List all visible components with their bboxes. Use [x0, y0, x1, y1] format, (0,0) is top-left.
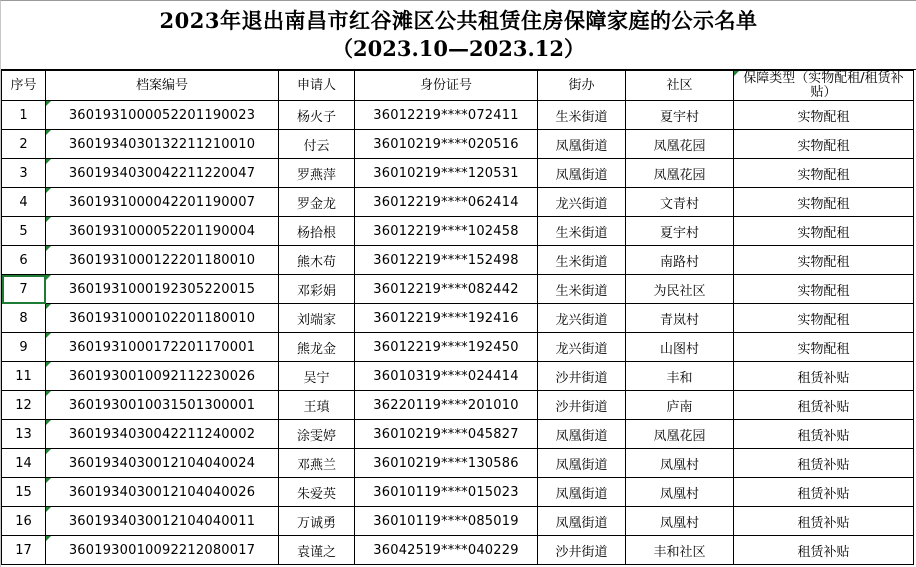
- table-row: [2, 333, 914, 362]
- cell-file-number[interactable]: 3601934030132211210010: [46, 130, 279, 159]
- header-row: [2, 71, 914, 101]
- cell-index[interactable]: 8: [2, 304, 46, 333]
- cell-support-type[interactable]: 实物配租: [734, 159, 914, 188]
- cell-applicant[interactable]: 邓彩娟: [279, 275, 355, 304]
- table-row: [2, 188, 914, 217]
- cell-community[interactable]: 南路村: [626, 246, 734, 275]
- cell-applicant[interactable]: 朱爱英: [279, 478, 355, 507]
- cell-support-type[interactable]: 实物配租: [734, 246, 914, 275]
- cell-id-number[interactable]: 36010119****085019: [355, 507, 538, 536]
- cell-index[interactable]: 7: [2, 275, 46, 304]
- cell-subdistrict[interactable]: 龙兴街道: [538, 188, 626, 217]
- table-row: [2, 217, 914, 246]
- cell-support-type[interactable]: 实物配租: [734, 101, 914, 130]
- cell-applicant[interactable]: 涂雯婷: [279, 420, 355, 449]
- cell-subdistrict[interactable]: 生米街道: [538, 246, 626, 275]
- cell-community[interactable]: 凤凰花园: [626, 159, 734, 188]
- table-row: [2, 507, 914, 536]
- cell-index[interactable]: 2: [2, 130, 46, 159]
- cell-subdistrict[interactable]: 沙井街道: [538, 391, 626, 420]
- cell-file-number[interactable]: 3601934030012104040011: [46, 507, 279, 536]
- cell-community[interactable]: 丰和: [626, 362, 734, 391]
- cell-community[interactable]: 文青村: [626, 188, 734, 217]
- cell-applicant[interactable]: 付云: [279, 130, 355, 159]
- header-cell-id-number[interactable]: 身份证号: [355, 71, 538, 101]
- cell-support-type[interactable]: 实物配租: [734, 275, 914, 304]
- cell-community[interactable]: 夏宇村: [626, 217, 734, 246]
- header-cell-applicant[interactable]: 申请人: [279, 71, 355, 101]
- cell-applicant[interactable]: 杨火子: [279, 101, 355, 130]
- table-row: [2, 536, 914, 565]
- cell-file-number[interactable]: 3601934030042211220047: [46, 159, 279, 188]
- cell-applicant[interactable]: 王瑱: [279, 391, 355, 420]
- cell-index[interactable]: 3: [2, 159, 46, 188]
- cell-index[interactable]: 1: [2, 101, 46, 130]
- cell-index[interactable]: 17: [2, 536, 46, 565]
- cell-applicant[interactable]: 杨拾根: [279, 217, 355, 246]
- cell-file-number[interactable]: 3601931000052201190004: [46, 217, 279, 246]
- cell-index[interactable]: 11: [2, 362, 46, 391]
- cell-file-number[interactable]: 3601931000172201170001: [46, 333, 279, 362]
- cell-index[interactable]: 12: [2, 391, 46, 420]
- table-row: [2, 159, 914, 188]
- cell-applicant[interactable]: 刘端家: [279, 304, 355, 333]
- cell-index[interactable]: 14: [2, 449, 46, 478]
- cell-id-number[interactable]: 36010219****020516: [355, 130, 538, 159]
- cell-index[interactable]: 5: [2, 217, 46, 246]
- cell-subdistrict[interactable]: 生米街道: [538, 101, 626, 130]
- cell-file-number[interactable]: 3601931000102201180010: [46, 304, 279, 333]
- cell-applicant[interactable]: 熊龙金: [279, 333, 355, 362]
- cell-index[interactable]: 16: [2, 507, 46, 536]
- cell-id-number[interactable]: 36012219****152498: [355, 246, 538, 275]
- header-cell-subdistrict[interactable]: 街办: [538, 71, 626, 101]
- table-row: [2, 449, 914, 478]
- document-period: （2023.10—2023.12）: [332, 36, 585, 61]
- cell-support-type[interactable]: 租赁补贴: [734, 507, 914, 536]
- header-cell-community[interactable]: 社区: [626, 71, 734, 101]
- cell-index[interactable]: 13: [2, 420, 46, 449]
- cell-subdistrict[interactable]: 生米街道: [538, 275, 626, 304]
- cell-community[interactable]: 为民社区: [626, 275, 734, 304]
- cell-subdistrict[interactable]: 凤凰街道: [538, 449, 626, 478]
- roster-table: [1, 70, 914, 565]
- cell-support-type[interactable]: 租赁补贴: [734, 478, 914, 507]
- cell-community[interactable]: 丰和社区: [626, 536, 734, 565]
- header-cell-file-number[interactable]: 档案编号: [46, 71, 279, 101]
- cell-community[interactable]: 凤凰花园: [626, 130, 734, 159]
- cell-support-type[interactable]: 租赁补贴: [734, 362, 914, 391]
- cell-subdistrict[interactable]: 凤凰街道: [538, 130, 626, 159]
- cell-file-number[interactable]: 3601930010092112230026: [46, 362, 279, 391]
- table-row: [2, 130, 914, 159]
- cell-applicant[interactable]: 罗燕萍: [279, 159, 355, 188]
- cell-subdistrict[interactable]: 龙兴街道: [538, 304, 626, 333]
- cell-file-number[interactable]: 3601934030012104040024: [46, 449, 279, 478]
- table-row: [2, 391, 914, 420]
- cell-file-number[interactable]: 3601930010031501300001: [46, 391, 279, 420]
- cell-applicant[interactable]: 罗金龙: [279, 188, 355, 217]
- cell-subdistrict[interactable]: 沙井街道: [538, 536, 626, 565]
- cell-id-number[interactable]: 36010219****120531: [355, 159, 538, 188]
- cell-community[interactable]: 凤凰村: [626, 449, 734, 478]
- cell-index[interactable]: 15: [2, 478, 46, 507]
- table-row: [2, 362, 914, 391]
- cell-file-number[interactable]: 3601930010092212080017: [46, 536, 279, 565]
- cell-file-number[interactable]: 3601931000122201180010: [46, 246, 279, 275]
- cell-index[interactable]: 4: [2, 188, 46, 217]
- cell-community[interactable]: 青岚村: [626, 304, 734, 333]
- cell-support-type[interactable]: 实物配租: [734, 304, 914, 333]
- header-cell-index[interactable]: 序号: [2, 71, 46, 101]
- cell-id-number[interactable]: 36010219****045827: [355, 420, 538, 449]
- cell-community[interactable]: 凤凰花园: [626, 420, 734, 449]
- cell-applicant[interactable]: 袁谨之: [279, 536, 355, 565]
- cell-subdistrict[interactable]: 沙井街道: [538, 362, 626, 391]
- cell-subdistrict[interactable]: 凤凰街道: [538, 159, 626, 188]
- cell-subdistrict[interactable]: 凤凰街道: [538, 478, 626, 507]
- cell-community[interactable]: 山图村: [626, 333, 734, 362]
- cell-file-number[interactable]: 3601934030042211240002: [46, 420, 279, 449]
- cell-applicant[interactable]: 万诚勇: [279, 507, 355, 536]
- cell-applicant[interactable]: 邓燕兰: [279, 449, 355, 478]
- cell-id-number[interactable]: 36012219****192416: [355, 304, 538, 333]
- cell-community[interactable]: 夏宇村: [626, 101, 734, 130]
- table-row: [2, 304, 914, 333]
- cell-id-number[interactable]: 36012219****082442: [355, 275, 538, 304]
- cell-support-type[interactable]: 实物配租: [734, 217, 914, 246]
- cell-support-type[interactable]: 实物配租: [734, 188, 914, 217]
- table-row: [2, 275, 914, 304]
- cell-id-number[interactable]: 36012219****062414: [355, 188, 538, 217]
- cell-community[interactable]: 凤凰村: [626, 478, 734, 507]
- cell-community[interactable]: 凤凰村: [626, 507, 734, 536]
- cell-file-number[interactable]: 3601931000052201190023: [46, 101, 279, 130]
- cell-id-number[interactable]: 36010219****130586: [355, 449, 538, 478]
- table-row: [2, 101, 914, 130]
- cell-subdistrict[interactable]: 龙兴街道: [538, 333, 626, 362]
- cell-index[interactable]: 6: [2, 246, 46, 275]
- cell-support-type[interactable]: 租赁补贴: [734, 536, 914, 565]
- table-row: [2, 420, 914, 449]
- cell-id-number[interactable]: 36010119****015023: [355, 478, 538, 507]
- cell-support-type[interactable]: 实物配租: [734, 333, 914, 362]
- cell-index[interactable]: 9: [2, 333, 46, 362]
- cell-applicant[interactable]: 熊木苟: [279, 246, 355, 275]
- cell-file-number[interactable]: 3601931000192305220015: [46, 275, 279, 304]
- cell-id-number[interactable]: 36220119****201010: [355, 391, 538, 420]
- title-block: [1, 1, 916, 70]
- cell-support-type[interactable]: 租赁补贴: [734, 449, 914, 478]
- table-row: [2, 246, 914, 275]
- cell-id-number[interactable]: 36012219****072411: [355, 101, 538, 130]
- cell-support-type[interactable]: 实物配租: [734, 130, 914, 159]
- cell-file-number[interactable]: 3601934030012104040026: [46, 478, 279, 507]
- cell-subdistrict[interactable]: 生米街道: [538, 217, 626, 246]
- cell-subdistrict[interactable]: 凤凰街道: [538, 420, 626, 449]
- cell-file-number[interactable]: 3601931000042201190007: [46, 188, 279, 217]
- cell-id-number[interactable]: 36010319****024414: [355, 362, 538, 391]
- cell-community[interactable]: 庐南: [626, 391, 734, 420]
- cell-subdistrict[interactable]: 凤凰街道: [538, 507, 626, 536]
- document-title: 2023年退出南昌市红谷滩区公共租赁住房保障家庭的公示名单: [159, 8, 758, 33]
- cell-support-type[interactable]: 租赁补贴: [734, 420, 914, 449]
- cell-support-type[interactable]: 租赁补贴: [734, 391, 914, 420]
- table-row: [2, 478, 914, 507]
- header-cell-support-type[interactable]: 保障类型（实物配租/租赁补贴）: [734, 71, 914, 101]
- cell-id-number[interactable]: 36042519****040229: [355, 536, 538, 565]
- cell-applicant[interactable]: 吴宁: [279, 362, 355, 391]
- cell-id-number[interactable]: 36012219****102458: [355, 217, 538, 246]
- cell-id-number[interactable]: 36012219****192450: [355, 333, 538, 362]
